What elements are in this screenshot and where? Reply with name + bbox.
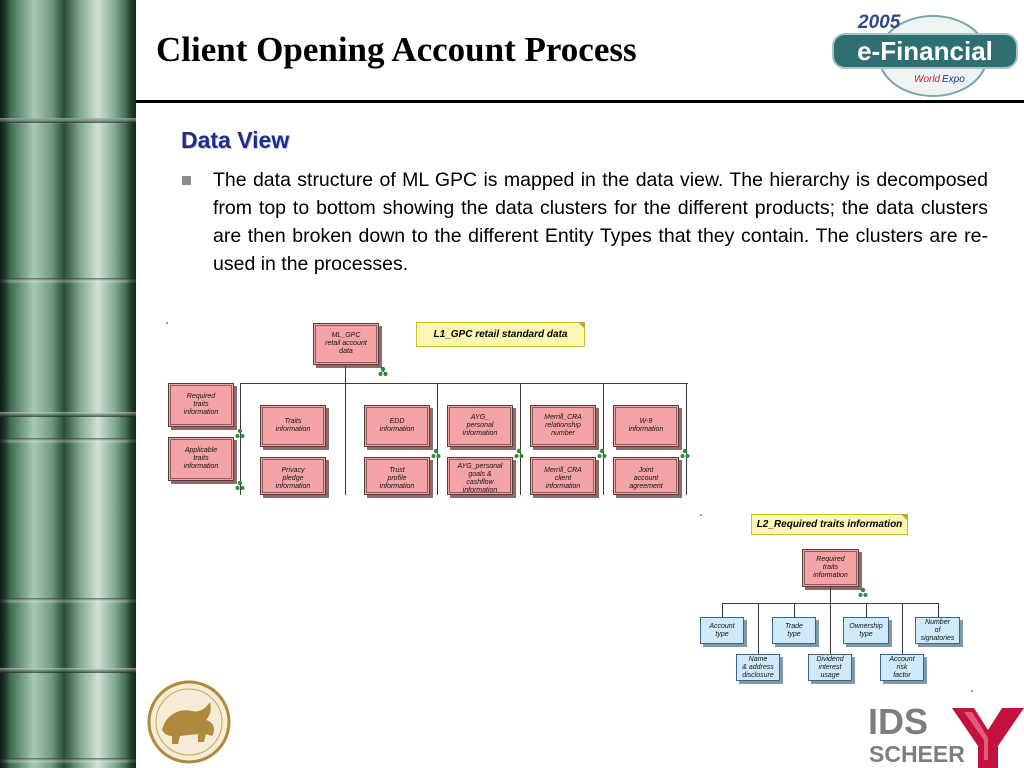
diagram-l1-note: L1_GPC retail standard data (416, 322, 585, 347)
slide-title: Client Opening Account Process (156, 30, 637, 69)
assignment-icon (235, 428, 245, 438)
connector-line (830, 587, 831, 604)
logo-year: 2005 (858, 12, 901, 33)
assignment-icon (680, 448, 690, 458)
ids-scheer-logo (866, 700, 1024, 768)
diagram-corner-mark (700, 514, 702, 516)
connector-line (866, 603, 867, 617)
ids-logo-text: IDS (868, 701, 929, 742)
connector-line (603, 383, 604, 495)
connector-line (686, 383, 687, 495)
l1-row2-box[interactable]: Trust profile information (364, 457, 430, 495)
l1-row2-box[interactable]: Privacy pledge information (260, 457, 326, 495)
l1-row1-box[interactable]: AYG_ personal information (447, 405, 513, 447)
assignment-icon (514, 448, 524, 458)
l2-entity-box[interactable]: Name & address disclosure (736, 654, 780, 681)
connector-line (938, 603, 939, 617)
bamboo-strip (0, 0, 136, 768)
scheer-logo-text: SCHEER (869, 741, 965, 767)
assignment-icon (235, 480, 245, 490)
assignment-icon (431, 448, 441, 458)
connector-line (345, 366, 346, 384)
diagram-corner-mark (166, 322, 168, 324)
connector-line (758, 603, 759, 654)
connector-line (240, 383, 241, 495)
l1-root-box[interactable]: ML_GPC retail account data (313, 323, 379, 365)
diagram-corner-mark (971, 690, 973, 692)
l2-entity-box[interactable]: Dividend interest usage (808, 654, 852, 681)
title-rule (136, 100, 1024, 103)
l1-row1-box[interactable]: Merrill_CRA relationship number (530, 405, 596, 447)
l1-row2-box[interactable]: Merrill_CRA client information (530, 457, 596, 495)
connector-line (520, 383, 521, 495)
section-heading: Data View (181, 127, 290, 153)
assignment-icon (378, 366, 388, 376)
e-financial-expo-logo (830, 4, 1020, 98)
bull-logo (144, 678, 234, 766)
assignment-icon (597, 448, 607, 458)
l2-root-box[interactable]: Required traits information (802, 549, 859, 587)
l2-entity-box[interactable]: Account type (700, 617, 744, 644)
l1-left-box[interactable]: Applicable traits information (168, 437, 234, 481)
l2-entity-box[interactable]: Number of signatories (915, 617, 960, 644)
l2-entity-box[interactable]: Account risk factor (880, 654, 924, 681)
logo-world: World (914, 74, 941, 85)
l1-row1-box[interactable]: W-9 information (613, 405, 679, 447)
diagram-l2-note: L2_Required traits information (751, 514, 908, 535)
l1-row1-box[interactable]: EDD information (364, 405, 430, 447)
connector-line (830, 603, 831, 654)
l1-row2-box[interactable]: Joint account agreement (613, 457, 679, 495)
logo-expo: Expo (942, 74, 965, 85)
connector-line (437, 383, 438, 495)
l2-entity-box[interactable]: Ownership type (843, 617, 889, 644)
assignment-icon (858, 587, 868, 597)
l2-entity-box[interactable]: Trade type (772, 617, 816, 644)
square-bullet-icon (182, 176, 191, 185)
l1-left-box[interactable]: Required traits information (168, 383, 234, 427)
l1-row2-box[interactable]: AYG_personal goals & cashflow information (447, 457, 513, 495)
connector-line (722, 603, 723, 617)
l1-row1-box[interactable]: Traits information (260, 405, 326, 447)
connector-line (902, 603, 903, 654)
body-paragraph: The data structure of ML GPC is mapped in the data view. The hierarchy is decomposed from top to bottom showing the data clusters for the different products; the data clusters are then broken down to the different Entity Types that they contain. The clusters are re-used in the processes. (213, 169, 988, 275)
connector-line (794, 603, 795, 617)
connector-line (240, 383, 688, 384)
connector-line (345, 383, 346, 495)
logo-name: e-Financial (857, 36, 993, 66)
